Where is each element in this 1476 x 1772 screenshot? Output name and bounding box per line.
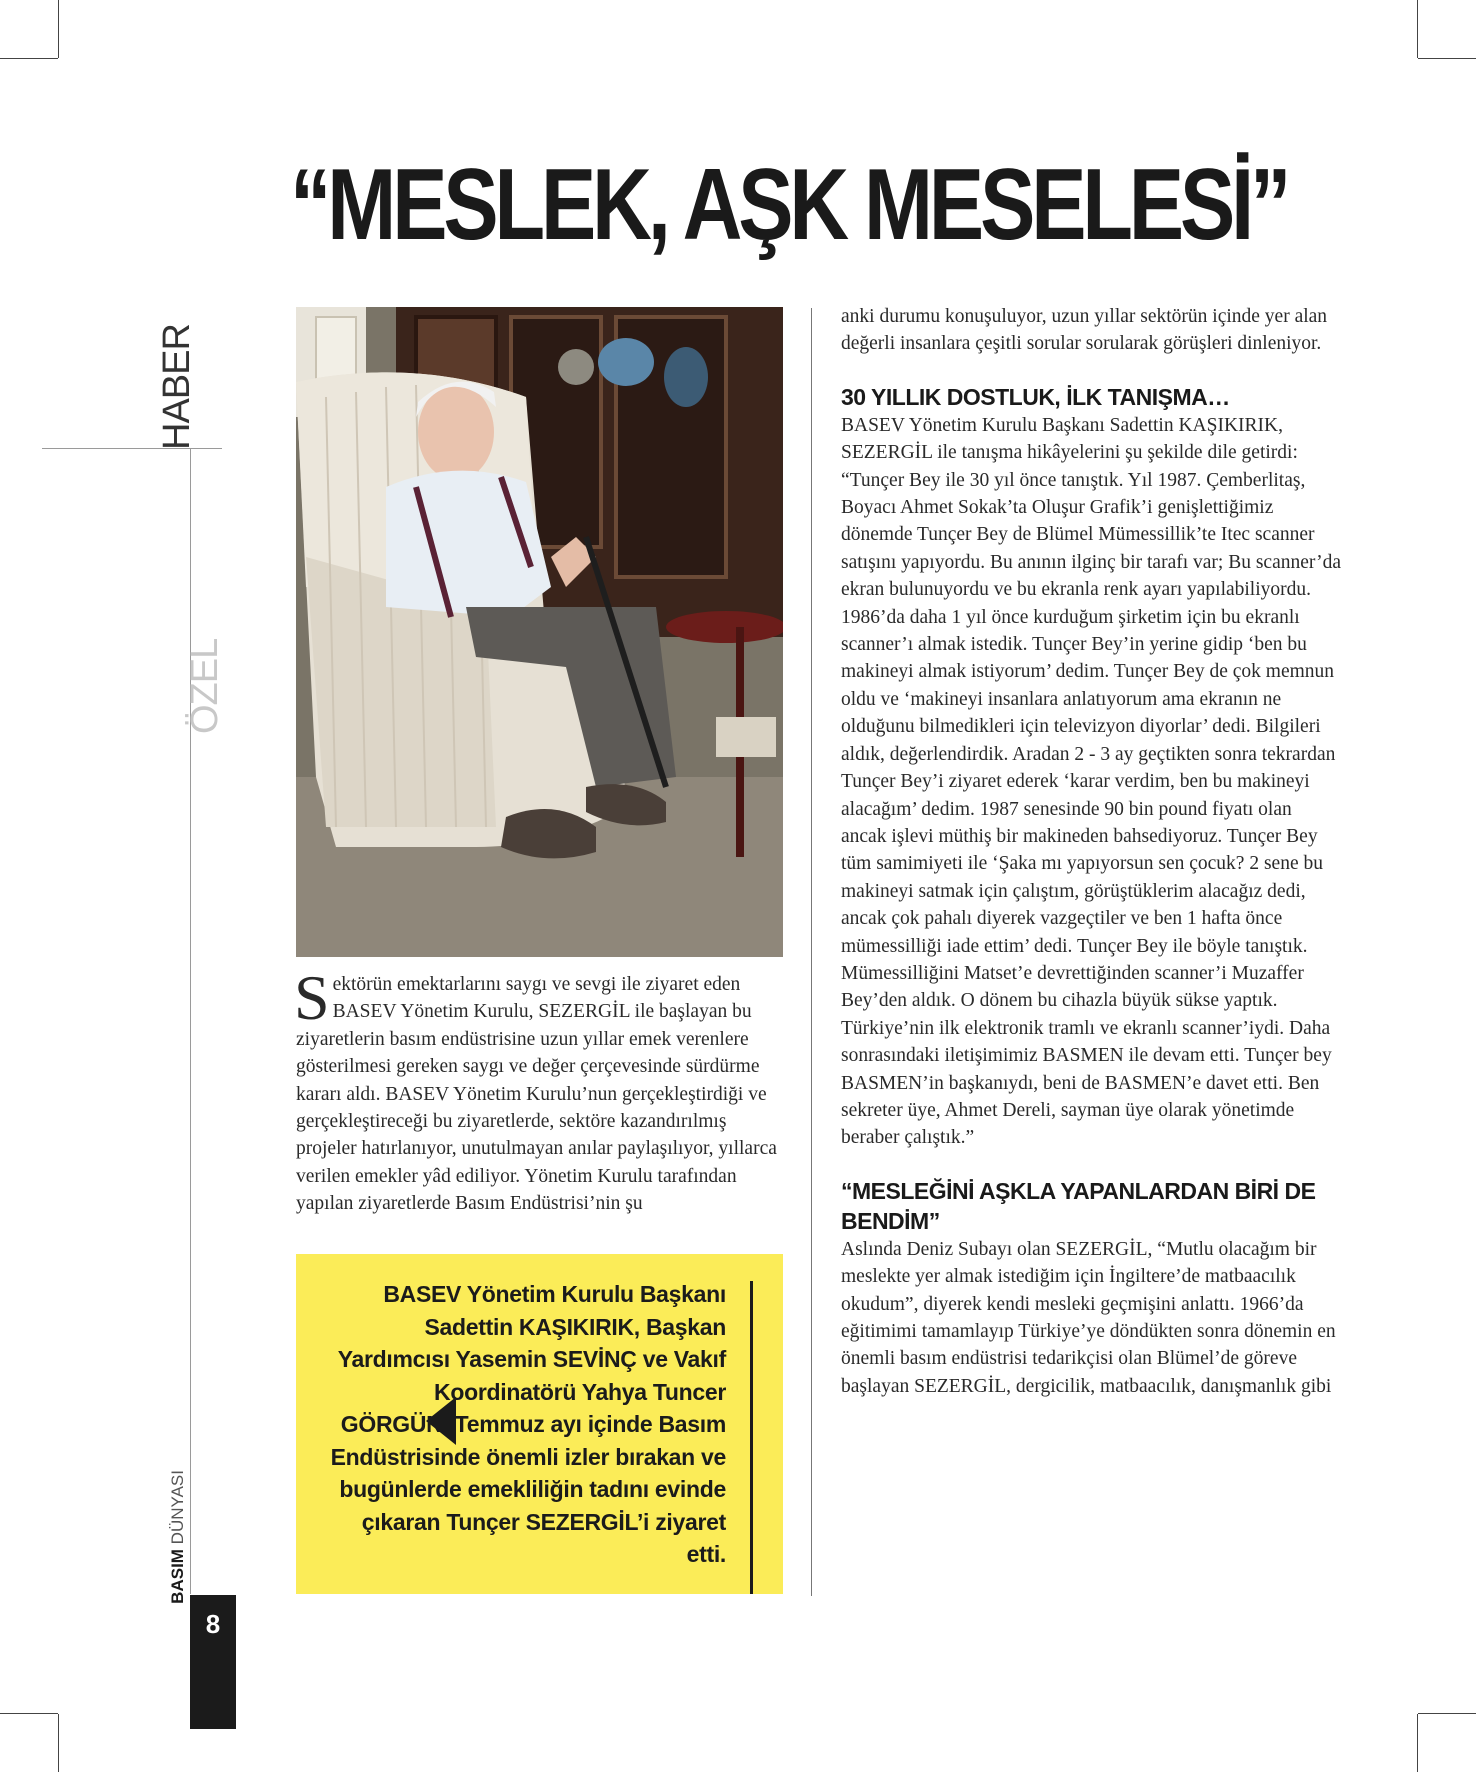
margin-rule [190,448,191,1594]
crop-mark [0,58,58,59]
pull-quote-text: BASEV Yönetim Kurulu Başkanı Sadettin KAŞIKIRIK, Başkan Yardımcısı Yasemin SEVİNÇ ve Vakıf Koordinatörü Yahya Tuncer GÖRGÜN, Temmuz ayı içinde Basım Endüstrisinde önemli izler bırakan ve bugünlerde emekliliğin tadını evinde çıkaran Tunçer SEZERGİL’i ziyaret etti. [330,1281,726,1567]
crop-mark [1418,58,1476,59]
page-number-box [190,1595,236,1729]
main-column [841,303,1341,1400]
subhead-first-meeting: 30 YILLIK DOSTLUK, İLK TANIŞMA… [841,383,1230,410]
crop-mark [1417,1714,1418,1772]
section-label-ozel: ÖZEL [184,638,226,734]
magazine-name-bold: BASIM [168,1549,187,1604]
pull-quote-arrow-icon [426,1397,456,1445]
body-paragraph-2: Aslında Deniz Subayı olan SEZERGİL, “Mutlu olacağım bir meslekte yer almak istediğim için İngiltere’de matbaacılık okudum”, diyerek kendi mesleki geçmişini anlattı. 1966’da eğitimimi tamamlayıp Türkiye’ye döndükten sonra dönemin en önemli basım endüstrisi tedarikçisi olan Blümel’de göreve başlayan SEZERGİL, dergicilik, matbaacılık, danışmanlık gibi [841,1238,1336,1397]
column-divider [811,308,812,1596]
intro-column [294,962,790,1218]
article-photo [296,307,783,957]
page-number: 8 [205,1609,221,1639]
pull-quote-bar [750,1281,753,1594]
crop-mark [58,0,59,58]
pull-quote-box [296,1254,783,1594]
section-label-haber: HABER [156,324,198,450]
drop-cap: S [294,962,330,1033]
intro-paragraph [294,962,790,1218]
magazine-name [168,1470,188,1604]
magazine-name-light: DÜNYASI [168,1470,187,1545]
crop-mark [1417,0,1418,58]
portrait-photo-icon [296,307,783,957]
crop-mark [0,1713,58,1714]
crop-mark [58,1714,59,1772]
article-headline: “MESLEK, AŞK MESELESİ” [290,149,1288,261]
subhead-passion: “MESLEĞİNİ AŞKLA YAPANLARDAN BİRİ DE BENDİM” [841,1177,1316,1234]
body-paragraph-1: BASEV Yönetim Kurulu Başkanı Sadettin KAŞIKIRIK, SEZERGİL ile tanışma hikâyelerini şu şekilde dile getirdi: “Tunçer Bey ile 30 yıl önce tanıştık. Yıl 1987. Çemberlitaş, Boyacı Ahmet Sokak’ta Oluşur Grafik’i genişlettiğimiz dönemde Tunçer Bey de Blümel Mümessillik’te Itec scanner satışını yapıyordu. Bu anının ilginç bir tarafı var; Bu scanner’da ekran bulunuyordu ve bu ekranla renk ayarı yapılabiliyordu. 1986’da daha 1 yıl önce kurduğum şirketim için bu ekranlı scanner’ı almak istedik. Tunçer Bey’in yerine gidip ‘ben bu makineyi almak istiyorum’ dedim. Tunçer Bey de çok memnun oldu ve ‘makineyi insanlara anlatıyorum ama ekranın ne olduğunu bilmedikleri için televizyon diyorlar’ dedi. Bilgileri aldık, değerlendirdik. Aradan 2 - 3 ay geçtikten sonra tekrardan Tunçer Bey’i ziyaret ederek ‘karar verdim, ben bu makineyi alacağım’ dedim. 1987 senesinde 90 bin pound fiyatı olan ancak işlevi müthiş bir makineden bahsediyoruz. Tunçer Bey tüm samimiyeti ile ‘Şaka mı yapıyorsun sen çocuk? 2 sene bu makineyi satmak için çalıştım, görüştüklerim alacağız dedi, ancak çok pahalı diyerek vazgeçtiler ve ben 1 hafta önce mümessilliği iade ettim’ dedi. Tunçer Bey ile böyle tanıştık. Mümessilliğini Matset’e devrettiğinden scanner’i Muzaffer Bey’den aldık. O dönem bu cihazla büyük sükse yaptık. Türkiye’nin ilk elektronik tramlı ve ekranlı scanner’iydi. Daha sonrasındaki iletişimimiz BASMEN ile devam etti. Tunçer bey BASMEN’in başkanıydı, beni de BASMEN’e davet etti. Ben sekreter üye, Ahmet Dereli, sayman üye olarak yönetimde beraber çalıştık.” [841,414,1342,1149]
continuation-paragraph: anki durumu konuşuluyor, uzun yıllar sektörün içinde yer alan değerli insanlara çeşitli sorular sorularak görüşleri dinleniyor. [841,306,1328,355]
intro-text: ektörün emektarlarını saygı ve sevgi ile ziyaret eden BASEV Yönetim Kurulu, SEZERGİL ile başlayan bu ziyaretlerin basım endüstrisine uzun yıllar emek verenlere gösterilmesi gereken saygı ve değer çerçevesinde sürdürme kararı aldı. BASEV Yönetim Kurulu’nun gerçekleştirdiği ve gerçekleştireceği bu ziyaretlerde, sektöre kazandırılmış projeler hatırlanıyor, unutulmayan anılar paylaşılıyor, yıllarca verilen emekler yâd ediliyor. Yönetim Kurulu tarafından yapılan ziyaretlerde Basım Endüstrisi’nin şu [296,974,777,1215]
crop-mark [1418,1713,1476,1714]
